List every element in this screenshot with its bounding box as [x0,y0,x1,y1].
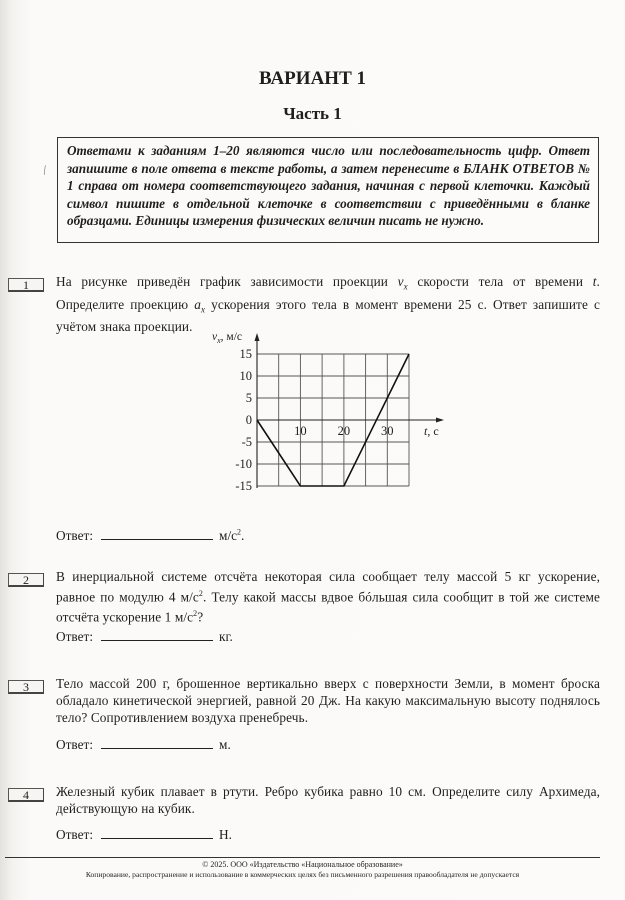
svg-text:10: 10 [294,424,307,438]
y-axis-arrow-icon [255,333,260,341]
task-1-text: На рисунке приведён график зависимости проекции $v_x$ скорости тела от времени t. Определите проекцию $a_x$ ускорения этого тела в момент времени 25 с. Ответ запишите с учётом знака проекции. [56,274,600,335]
task-number-3: 3 [8,680,44,694]
svg-text:15: 15 [239,347,252,361]
y-axis-label: $v_x$, м/с [212,331,242,345]
footer-copyright: © 2025. ООО «Издательство «Национальное образование» [202,860,403,869]
x-axis-label: t, с [424,424,439,438]
variant-title: ВАРИАНТ 1 [258,68,366,89]
svg-text:-10: -10 [235,457,252,471]
task-1-answer: Ответ: $м/с^2$. [56,527,245,543]
footer-divider [5,857,600,858]
answer-field-1[interactable] [101,527,213,540]
task-number-1: 1 [8,278,44,292]
task-3-answer: Ответ: м. [56,737,231,752]
answer-field-3[interactable] [101,736,213,749]
svg-text:20: 20 [337,424,351,438]
task-2-text: В инерциальной системе отсчёта некоторая сила сообщает телу массой 5 кг ускорение, равное по модулю 4 $м/с^2$. Телу какой массы вдвое бóльшая сила сообщит в той же системе отсчёта ускорение 1 $м/с^2$? [56,569,601,625]
svg-text:5: 5 [245,391,252,405]
svg-text:10: 10 [239,369,252,383]
pen-mark: ⁄ [40,163,50,177]
task-4-text: Железный кубик плавает в ртути. Ребро кубика равно 10 см. Определите силу Архимеда, действующую на кубик. [56,784,600,816]
answer-field-2[interactable] [101,628,213,641]
chart-axes [257,337,440,488]
task-4-answer: Ответ: Н. [56,827,232,842]
svg-text:0: 0 [245,413,252,427]
part-title: Часть 1 [283,104,342,123]
footer-notice: Копирование, распространение и использование в коммерческих целях без письменного разрешения правообладателя не допускается [85,870,520,879]
answer-field-4[interactable] [101,826,213,839]
x-tick-labels [294,424,393,438]
svg-text:-5: -5 [241,435,252,449]
instructions-box [57,137,599,243]
svg-text:-15: -15 [235,479,252,493]
task-2-answer: Ответ: кг. [56,629,233,644]
velocity-time-chart [200,325,460,500]
task-3-text: Тело массой 200 г, брошенное вертикально вверх с поверхности Земли, в момент броска обладало кинетической энергией, равной 20 Дж. На какую максимальную высоту поднялось тело? Сопротивлением воздуха пренебречь. [56,676,600,725]
y-tick-labels [235,347,252,493]
x-axis-arrow-icon [436,418,444,423]
svg-text:30: 30 [381,424,394,438]
instructions-text: Ответами к заданиям 1–20 являются число или последовательность цифр. Ответ запишите в поле ответа в тексте работы, а затем перенесите в БЛАНК ОТВЕТОВ № 1 справа от номера соответствующего задания, начиная с первой клеточки. Каждый символ пишите в отдельной клеточке в соответствии с приведёнными в бланке образцами. Единицы измерения физических величин писать не нужно. [67,143,590,229]
task-number-2: 2 [8,573,44,587]
task-number-4: 4 [8,788,44,802]
